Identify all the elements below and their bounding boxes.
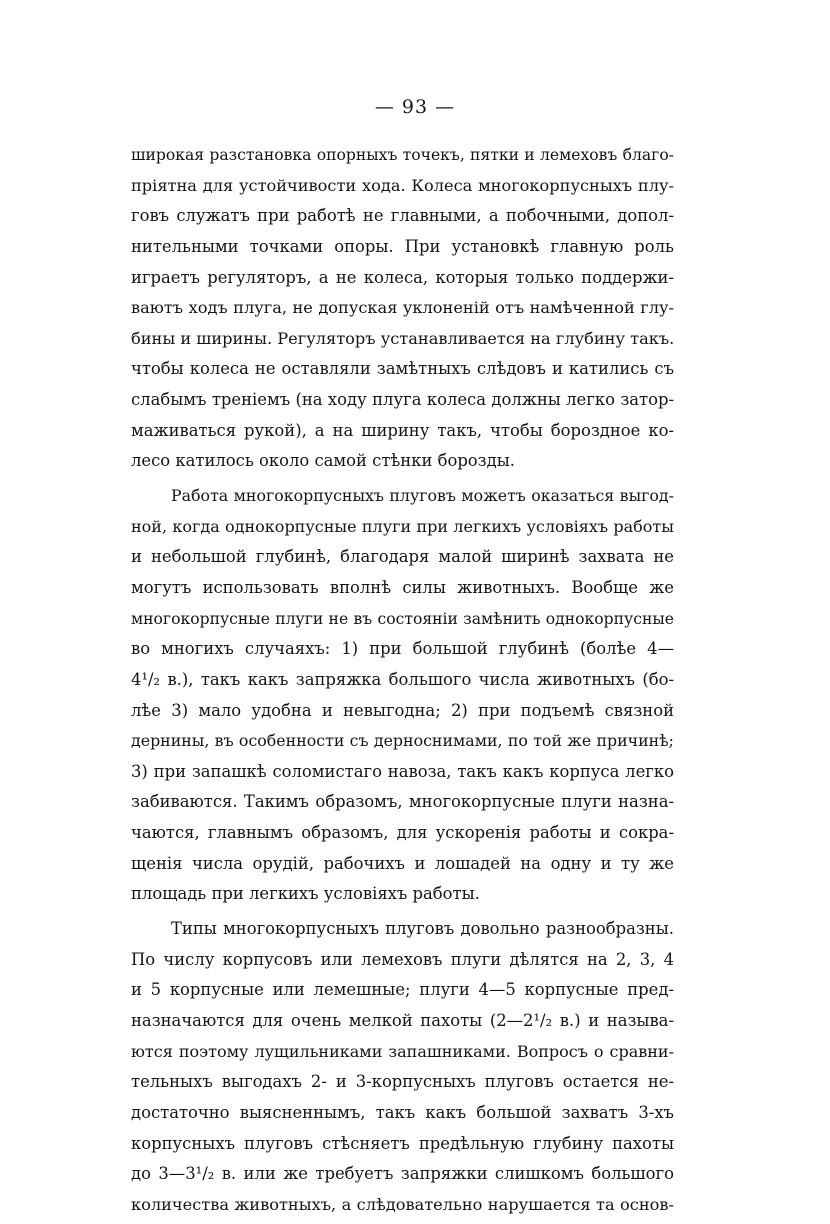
text-line: играетъ регуляторъ, а не колеса, которыя только поддержи- xyxy=(131,267,674,287)
text-line: широкая разстановка опорныхъ точекъ, пятки и лемеховъ благо- xyxy=(131,146,674,164)
text-line: щенія числа орудій, рабочихъ и лошадей на одну и ту же xyxy=(131,853,674,873)
text-line: тельныхъ выгодахъ 2- и 3-корпусныхъ плуговъ остается не- xyxy=(131,1072,674,1092)
text-line: бины и ширины. Регуляторъ устанавливается на глубину такъ. xyxy=(131,328,674,348)
text-line: Типы многокорпусныхъ плуговъ довольно разнообразны. xyxy=(171,919,674,939)
text-line: лѣе 3) мало удобна и невыгодна; 2) при подъемѣ связной xyxy=(131,700,674,720)
text-line: говъ служатъ при работѣ не главными, а побочными, допол- xyxy=(131,206,674,226)
paragraph-3 xyxy=(131,914,674,1220)
text-line: забиваются. Такимъ образомъ, многокорпусные плуги назна- xyxy=(131,792,674,812)
text-line: ются поэтому лущильниками запашниками. Вопросъ о сравни- xyxy=(131,1041,674,1061)
body-text xyxy=(131,140,674,1224)
text-line: корпусныхъ плуговъ стѣсняетъ предѣльную глубину пахоты xyxy=(131,1133,674,1153)
text-line: и небольшой глубинѣ, благодаря малой ширинѣ захвата не xyxy=(131,547,674,567)
text-line: ваютъ ходъ плуга, не допуская уклоненій отъ намѣченной глу- xyxy=(131,298,674,318)
text-line: назначаются для очень мелкой пахоты (2—2¹/₂ в.) и называ- xyxy=(131,1010,674,1030)
paragraph-2 xyxy=(131,481,674,910)
text-line: количества животныхъ, а слѣдовательно нарушается та основ- xyxy=(131,1194,674,1214)
paragraph-1 xyxy=(131,140,674,477)
text-line: во многихъ случаяхъ: 1) при большой глубинѣ (болѣе 4— xyxy=(131,639,674,659)
text-line: чтобы колеса не оставляли замѣтныхъ слѣдовъ и катились съ xyxy=(131,359,674,379)
text-line: многокорпусные плуги не въ состояніи замѣнить однокорпусные xyxy=(131,609,674,628)
text-line: площадь при легкихъ условіяхъ работы. xyxy=(131,884,480,904)
text-line: лесо катилось около самой стѣнки борозды. xyxy=(131,451,515,471)
text-line: достаточно выясненнымъ, такъ какъ большой захватъ 3-хъ xyxy=(131,1102,674,1122)
text-line: пріятна для устойчивости хода. Колеса многокорпусныхъ плу- xyxy=(131,175,674,195)
text-line: чаются, главнымъ образомъ, для ускоренія работы и сокра- xyxy=(131,823,674,843)
text-line: слабымъ треніемъ (на ходу плуга колеса должны легко затор- xyxy=(131,390,674,410)
text-line: 3) при запашкѣ соломистаго навоза, такъ какъ корпуса легко xyxy=(131,761,674,781)
text-line: Работа многокорпусныхъ плуговъ можетъ оказаться выгод- xyxy=(171,486,674,506)
page-number: — 93 — xyxy=(374,96,456,118)
text-line: могутъ использовать вполнѣ силы животныхъ. Вообще же xyxy=(131,577,674,597)
text-line: дернины, въ особенности съ дерноснимами, по той же причинѣ; xyxy=(131,731,674,751)
text-line: и 5 корпусные или лемешные; плуги 4—5 корпусные пред- xyxy=(131,980,674,1000)
text-line: По числу корпусовъ или лемеховъ плуги дѣлятся на 2, 3, 4 xyxy=(131,949,674,969)
text-line: до 3—3¹/₂ в. или же требуетъ запряжки слишкомъ большого xyxy=(131,1164,674,1184)
text-line: нительными точками опоры. При установкѣ главную роль xyxy=(131,236,674,256)
text-line: маживаться рукой), а на ширину такъ, чтобы бороздное ко- xyxy=(131,420,674,440)
text-line: ной, когда однокорпусные плуги при легкихъ условіяхъ работы xyxy=(131,516,674,536)
text-line: 4¹/₂ в.), такъ какъ запряжка большого числа животныхъ (бо- xyxy=(131,669,674,689)
